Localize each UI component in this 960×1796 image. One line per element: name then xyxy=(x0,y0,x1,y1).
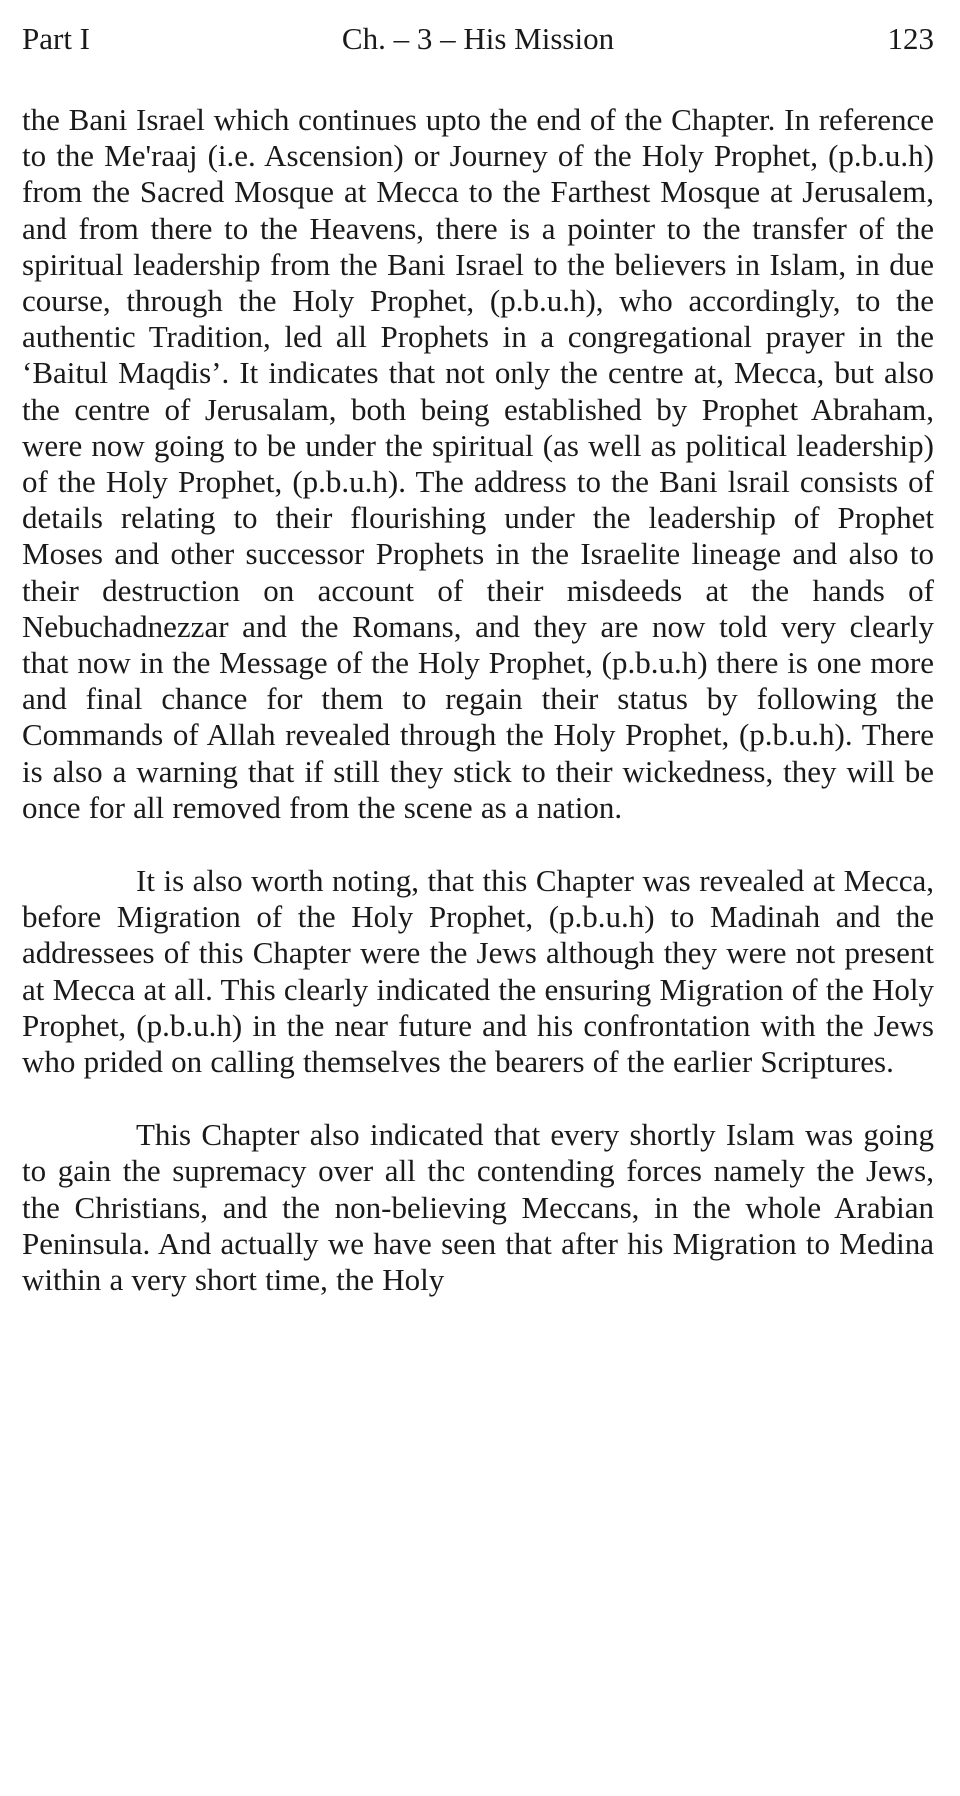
paragraph-2: It is also worth noting, that this Chapter was revealed at Mecca, before Migration of the Holy Prophet, (p.b.u.h) to Madinah and the addressees of this Chapter were the Jews although they were not present at Mecca at all. This clearly indicated the ensuring Migration of the Holy Prophet, (p.b.u.h) in the near future and his confrontation with the Jews who prided on calling themselves the bearers of the earlier Scriptures. xyxy=(22,863,934,1080)
paragraph-1: the Bani Israel which continues upto the end of the Chapter. In reference to the Me'raaj (i.e. Ascension) or Journey of the Holy Prophet, (p.b.u.h) from the Sacred Mosque at Mecca to the Farthest Mosque at Jerusalem, and from there to the Heavens, there is a pointer to the transfer of the spiritual leadership from the Bani Israel to the believers in Islam, in due course, through the Holy Prophet, (p.b.u.h), who accordingly, to the authentic Tradition, led all Prophets in a congregational prayer in the ‘Baitul Maqdis’. It indicates that not only the centre at, Mecca, but also the centre of Jerusalam, both being established by Prophet Abraham, were now going to be under the spiritual (as well as political leadership) of the Holy Prophet, (p.b.u.h). The address to the Bani lsrail consists of details relating to their flourishing under the leadership of Prophet Moses and other successor Prophets in the Israelite lineage and also to their destruction on account of their misdeeds at the hands of Nebuchadnezzar and the Romans, and they are now told very clearly that now in the Message of the Holy Prophet, (p.b.u.h) there is one more and final chance for them to regain their status by following the Commands of Allah revealed through the Holy Prophet, (p.b.u.h). There is also a warning that if still they stick to their wickedness, they will be once for all removed from the scene as a nation. xyxy=(22,102,934,825)
part-label: Part I xyxy=(22,21,91,56)
paragraph-3: This Chapter also indicated that every shortly Islam was going to gain the supremacy over all thc contending forces namely the Jews, the Christians, and the non-believing Meccans, in the whole Arabian Peninsula. And actually we have seen that after his Migration to Medina within a very short time, the Holy xyxy=(22,1117,934,1298)
page-number: 123 xyxy=(887,21,934,56)
body-text xyxy=(22,102,934,1298)
book-page xyxy=(22,0,934,1298)
running-head xyxy=(22,0,934,60)
chapter-title: Ch. – 3 – His Mission xyxy=(341,21,615,56)
